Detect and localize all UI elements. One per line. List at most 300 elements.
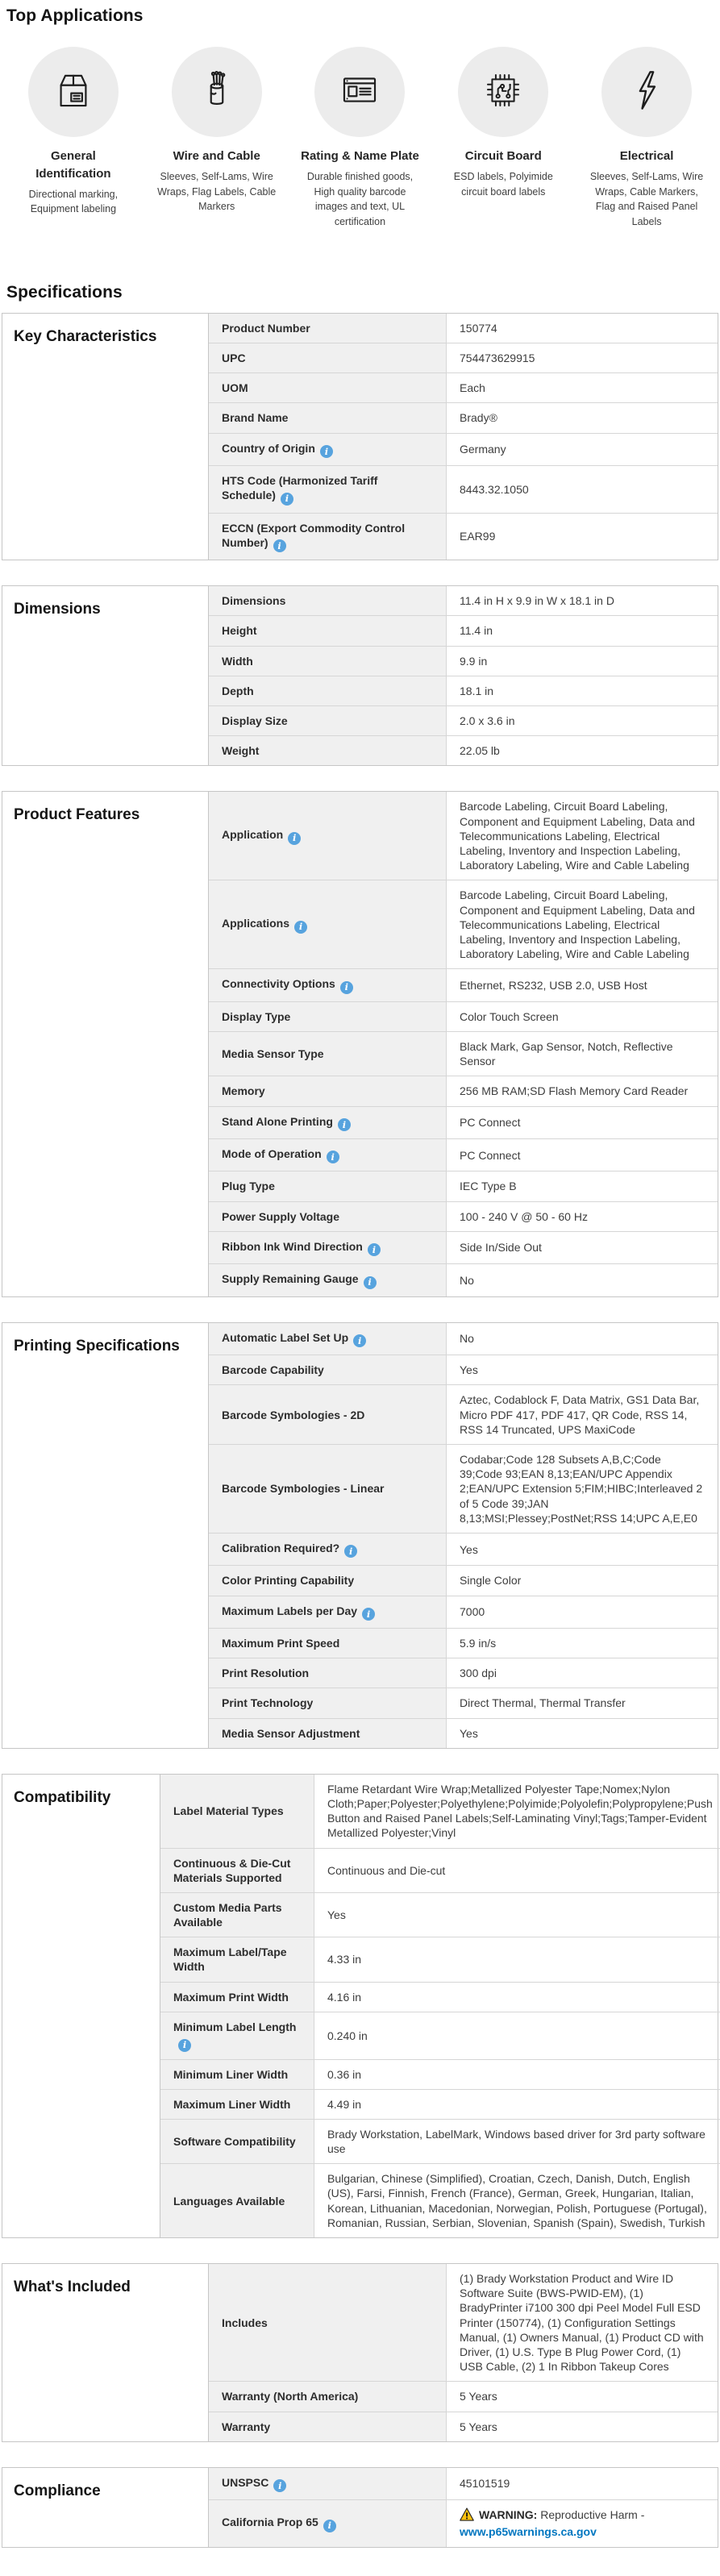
spec-label: Weight	[222, 744, 260, 758]
spec-value-cell	[314, 1983, 720, 2012]
spec-label: Depth	[222, 684, 254, 697]
spec-row	[209, 1232, 718, 1264]
spec-table-section-cell	[2, 792, 209, 1296]
specifications-heading: Specifications	[6, 282, 123, 302]
spec-table-title: Product Features	[14, 806, 140, 824]
spec-label: Dimensions	[222, 594, 286, 608]
spec-label-cell	[209, 1202, 447, 1231]
spec-table-product-features	[2, 791, 718, 1296]
name-plate-icon	[336, 67, 383, 118]
spec-label-cell	[209, 2468, 447, 2499]
spec-value: 11.4 in H x 9.9 in W x 18.1 in D	[460, 594, 614, 608]
spec-label-cell	[209, 969, 447, 1001]
spec-value: 45101519	[460, 2477, 510, 2491]
spec-value: 5.9 in/s	[460, 1637, 497, 1650]
app-icon-circle	[314, 47, 405, 137]
spec-table-section-cell	[2, 586, 209, 765]
spec-label-cell	[209, 1534, 447, 1565]
spec-label: Color Printing Capability	[222, 1574, 355, 1588]
spec-value-cell	[447, 1658, 718, 1688]
spec-value-cell	[447, 466, 718, 513]
spec-label-cell	[209, 1171, 447, 1201]
spec-row	[209, 1688, 718, 1718]
spec-label: Plug Type	[222, 1180, 275, 1193]
spec-value: Barcode Labeling, Circuit Board Labeling, Component and Equipment Labeling, Data and Telecommunications Labeling, Electrical Labeling, Inventory and Inspection Labeling, Laboratory Labeling, Wire and Cable Labeling	[460, 800, 695, 872]
spec-value-cell	[447, 1032, 718, 1076]
spec-value: 0.36 in	[327, 2067, 362, 2081]
spec-row	[209, 1566, 718, 1596]
spec-value: 2.0 x 3.6 in	[460, 714, 515, 728]
spec-label: Label Material Types	[173, 1804, 284, 1818]
spec-row	[209, 434, 718, 466]
spec-label-cell	[209, 2264, 447, 2381]
spec-value-cell	[447, 1629, 718, 1658]
spec-label-cell	[209, 514, 447, 560]
spec-value: Yes	[460, 1363, 478, 1377]
spec-label-cell	[160, 1775, 314, 1848]
circuit-chip-icon	[480, 67, 526, 118]
spec-value-cell	[314, 2012, 720, 2059]
spec-tables	[2, 313, 718, 2548]
info-icon[interactable]: i	[344, 1545, 357, 1558]
spec-label: Height	[222, 624, 257, 638]
spec-table-title: Compliance	[14, 2482, 101, 2499]
spec-label: Ribbon Ink Wind Direction	[222, 1239, 363, 1253]
spec-label-cell	[209, 1076, 447, 1105]
spec-value-cell	[447, 1534, 718, 1565]
app-icon-circle	[28, 47, 119, 137]
spec-value: 8443.32.1050	[460, 482, 529, 496]
spec-value: Yes	[460, 1726, 478, 1740]
spec-label: Custom Media Parts Available	[173, 1900, 282, 1929]
spec-row	[209, 1002, 718, 1032]
spec-value: Barcode Labeling, Circuit Board Labeling, Component and Equipment Labeling, Data and Telecommunications Labeling, Electrical Labeling, Inventory and Inspection Labeling, Laboratory Labeling, Wire and Cable Labeling	[460, 888, 695, 961]
spec-label: Connectivity Options	[222, 977, 335, 991]
spec-value-cell	[447, 880, 718, 968]
spec-label: UPC	[222, 351, 246, 364]
spec-label: Languages Available	[173, 2194, 285, 2208]
spec-value-cell	[447, 1202, 718, 1231]
spec-value-cell	[314, 2164, 720, 2237]
spec-value: 4.16 in	[327, 1990, 362, 2004]
spec-label-cell	[209, 1596, 447, 1628]
info-icon[interactable]: i	[327, 1151, 339, 1163]
spec-value	[460, 2507, 705, 2539]
spec-label: Application	[222, 828, 284, 842]
spec-label-cell	[209, 1107, 447, 1138]
spec-table-section-cell	[2, 314, 209, 560]
spec-value: 150774	[460, 321, 497, 335]
spec-label: Memory	[222, 1084, 265, 1098]
spec-label: Maximum Liner Width	[173, 2097, 291, 2111]
warning-prefix: WARNING:	[479, 2508, 538, 2522]
spec-label: Continuous & Die-Cut Materials Supported	[173, 1856, 291, 1884]
spec-value: 754473629915	[460, 351, 535, 364]
spec-label: Applications	[222, 917, 290, 930]
spec-value: Brady®	[460, 411, 497, 425]
spec-row	[209, 1719, 718, 1748]
spec-value-cell	[447, 647, 718, 676]
spec-row	[209, 1264, 718, 1296]
spec-value: Brady Workstation, LabelMark, Windows based driver for 3rd party software use	[327, 2127, 705, 2156]
spec-value: IEC Type B	[460, 1180, 517, 1193]
app-card-description: Sleeves, Self-Lams, Wire Wraps, Cable Markers, Flag and Raised Panel Labels	[589, 170, 704, 227]
app-card-description: Directional marking, Equipment labeling	[28, 188, 119, 215]
spec-label: Brand Name	[222, 411, 289, 425]
spec-label: Minimum Liner Width	[173, 2067, 289, 2081]
spec-label: Media Sensor Type	[222, 1047, 324, 1061]
spec-label: Media Sensor Adjustment	[222, 1726, 360, 1740]
spec-label: HTS Code (Harmonized Tariff Schedule)	[222, 473, 378, 502]
spec-label-cell	[209, 2412, 447, 2441]
info-icon[interactable]: i	[362, 1608, 375, 1621]
spec-label: Width	[222, 654, 253, 668]
spec-value: Yes	[460, 1542, 478, 1556]
spec-table-rows	[209, 2264, 718, 2441]
spec-label-cell	[209, 1445, 447, 1533]
spec-label-cell	[209, 616, 447, 645]
spec-label-cell	[209, 1323, 447, 1355]
spec-table-dimensions	[2, 585, 718, 766]
spec-table-title: Key Characteristics	[14, 327, 157, 345]
spec-label-cell	[209, 736, 447, 765]
info-icon[interactable]: i	[368, 1243, 381, 1256]
spec-row	[209, 1355, 718, 1385]
spec-value-cell	[447, 1232, 718, 1263]
spec-value: PC Connect	[460, 1116, 521, 1130]
spec-row	[209, 373, 718, 403]
spec-label: Power Supply Voltage	[222, 1209, 339, 1223]
spec-table-section-cell	[2, 1323, 209, 1748]
spec-table-rows	[209, 792, 718, 1296]
spec-row	[209, 1445, 718, 1534]
p65-warnings-link[interactable]: www.p65warnings.ca.gov	[460, 2525, 597, 2539]
spec-label: Barcode Symbologies - Linear	[222, 1482, 385, 1496]
spec-value-cell	[447, 736, 718, 765]
spec-label-cell	[209, 373, 447, 402]
spec-value-cell	[447, 1264, 718, 1296]
spec-value-cell	[447, 1566, 718, 1595]
spec-value-cell	[314, 2090, 720, 2119]
spec-table-rows	[160, 1775, 720, 2237]
spec-row	[209, 1076, 718, 1106]
spec-label-cell	[209, 2500, 447, 2546]
spec-value: Flame Retardant Wire Wrap;Metallized Polyester Tape;Nomex;Nylon Cloth;Paper;Polyester;Polyethylene;Polyimide;Polyolefin;Polypropylene;Push Button and Raised Panel Labels;Self-Laminating Vinyl;Tags;Tamper-Evident Metallized Polyester;Vinyl	[327, 1782, 713, 1840]
spec-row	[209, 314, 718, 343]
spec-value: 11.4 in	[460, 624, 493, 638]
info-icon[interactable]: i	[281, 493, 293, 506]
spec-label-cell	[209, 792, 447, 880]
spec-label: Software Compatibility	[173, 2134, 296, 2148]
spec-label-cell	[209, 2382, 447, 2411]
spec-label-cell	[209, 1002, 447, 1031]
spec-value-cell	[314, 1775, 720, 1848]
spec-value-cell	[447, 1355, 718, 1384]
spec-label: Stand Alone Printing	[222, 1114, 333, 1128]
app-card-title: Wire and Cable	[173, 149, 260, 163]
spec-value-cell	[447, 514, 718, 560]
spec-row	[209, 2500, 718, 2546]
spec-row	[160, 2060, 720, 2090]
spec-row	[209, 466, 718, 514]
app-card-circuit-board	[431, 47, 575, 230]
spec-value-cell	[447, 343, 718, 372]
spec-table-compliance	[2, 2467, 718, 2548]
wire-cable-icon	[194, 67, 240, 118]
spec-label-cell	[209, 343, 447, 372]
spec-row	[160, 2164, 720, 2237]
spec-value: 5 Years	[460, 2420, 497, 2433]
spec-row	[209, 2382, 718, 2412]
spec-value: Ethernet, RS232, USB 2.0, USB Host	[460, 978, 647, 992]
info-icon[interactable]: i	[288, 832, 301, 845]
spec-value-cell	[447, 2468, 718, 2499]
app-card-wire-and-cable	[145, 47, 289, 230]
spec-table-section-cell	[2, 2468, 209, 2547]
spec-label-cell	[160, 2012, 314, 2059]
spec-table-rows	[209, 1323, 718, 1748]
spec-value-cell	[447, 1323, 718, 1355]
app-card-title: Electrical	[619, 149, 674, 163]
spec-value: 7000	[460, 1605, 485, 1619]
spec-value: 9.9 in	[460, 654, 488, 668]
spec-label: Country of Origin	[222, 441, 315, 455]
spec-row	[209, 2468, 718, 2500]
app-card-electrical	[575, 47, 718, 230]
spec-table-section-cell	[2, 2264, 209, 2441]
info-icon[interactable]: i	[294, 921, 307, 934]
info-icon[interactable]: i	[320, 445, 333, 458]
spec-row	[209, 1629, 718, 1658]
spec-row	[160, 1937, 720, 1982]
spec-value: (1) Brady Workstation Product and Wire ID Software Suite (BWS-PWID-EM), (1) BradyPrinter i7100 300 dpi Peel Model Full ESD Printer (150774), (1) Configuration Settings Manual, (1) Owners Manual, (1) Product CD with Driver, (1) U.S. Type B Plug Power Cord, (1) USB Cable, (2) 1 In Ribbon Takeup Cores	[460, 2272, 704, 2374]
spec-table-printing-specifications	[2, 1322, 718, 1749]
spec-value-cell	[447, 792, 718, 880]
info-icon[interactable]: i	[340, 981, 353, 994]
spec-row	[209, 2264, 718, 2382]
spec-label-cell	[160, 1983, 314, 2012]
spec-value-cell	[447, 1076, 718, 1105]
spec-value: 256 MB RAM;SD Flash Memory Card Reader	[460, 1084, 689, 1098]
spec-value-cell	[447, 1719, 718, 1748]
spec-value-cell	[447, 1596, 718, 1628]
app-card-title: General Identification	[35, 149, 111, 181]
app-icon-circle	[458, 47, 548, 137]
spec-label: Print Resolution	[222, 1667, 310, 1680]
info-icon[interactable]: i	[353, 1334, 366, 1347]
spec-label: Barcode Capability	[222, 1363, 324, 1377]
spec-value: 100 - 240 V @ 50 - 60 Hz	[460, 1209, 588, 1223]
spec-label-cell	[209, 1629, 447, 1658]
spec-row	[160, 1983, 720, 2012]
spec-value-cell	[447, 403, 718, 432]
spec-row	[209, 880, 718, 969]
spec-label: UNSPSC	[222, 2475, 269, 2489]
app-card-title: Rating & Name Plate	[301, 149, 419, 163]
spec-label: Display Size	[222, 714, 288, 728]
spec-value: Germany	[460, 443, 506, 456]
spec-value-cell	[447, 1445, 718, 1533]
spec-row	[209, 1323, 718, 1355]
spec-value-cell	[314, 1849, 720, 1892]
box-label-icon	[50, 67, 97, 118]
spec-label: Maximum Labels per Day	[222, 1604, 358, 1617]
warning-text: Reproductive Harm -	[540, 2508, 645, 2522]
spec-value: Codabar;Code 128 Subsets A,B,C;Code 39;Code 93;EAN 8,13;EAN/UPC Appendix 2;EAN/UPC Extension 5;FIM;HIBC;Interleaved 2 of 5 Code 39;JAN 8,13;MSI;Plessey;PostNet;RSS 14;UPC A,E,E0	[460, 1452, 703, 1525]
spec-row	[209, 616, 718, 646]
spec-value-cell	[447, 969, 718, 1001]
spec-value: Side In/Side Out	[460, 1241, 542, 1255]
spec-value: 4.33 in	[327, 1953, 362, 1966]
spec-table-key-characteristics	[2, 313, 718, 561]
app-card-description: ESD labels, Polyimide circuit board labels	[453, 170, 553, 198]
spec-value: 22.05 lb	[460, 744, 500, 758]
spec-label-cell	[209, 880, 447, 968]
spec-label: ECCN (Export Commodity Control Number)	[222, 521, 406, 549]
info-icon[interactable]: i	[323, 2520, 336, 2532]
spec-row	[209, 1202, 718, 1232]
spec-label-cell	[209, 1566, 447, 1595]
spec-label-cell	[209, 706, 447, 735]
spec-row	[209, 586, 718, 616]
spec-value: PC Connect	[460, 1148, 521, 1162]
spec-label: Barcode Symbologies - 2D	[222, 1408, 365, 1421]
spec-label: Automatic Label Set Up	[222, 1330, 349, 1344]
spec-row	[209, 403, 718, 433]
spec-label-cell	[209, 1719, 447, 1748]
spec-row	[209, 1658, 718, 1688]
spec-value: Continuous and Die-cut	[327, 1863, 446, 1877]
spec-value-cell	[447, 1107, 718, 1138]
spec-row	[209, 514, 718, 560]
warning-triangle-icon	[460, 2507, 474, 2524]
spec-value-cell	[314, 2120, 720, 2163]
top-applications-cards	[2, 47, 718, 230]
spec-label-cell	[209, 466, 447, 513]
spec-value: 18.1 in	[460, 684, 494, 697]
spec-label-cell	[209, 403, 447, 432]
spec-row	[160, 2012, 720, 2060]
info-icon[interactable]: i	[364, 1276, 377, 1289]
spec-value-cell	[447, 676, 718, 705]
spec-row	[160, 1849, 720, 1893]
spec-label-cell	[209, 1385, 447, 1444]
spec-value-cell	[447, 2264, 718, 2381]
spec-row	[160, 2120, 720, 2164]
spec-label-cell	[160, 2164, 314, 2237]
spec-value: Single Color	[460, 1574, 522, 1588]
spec-label: Supply Remaining Gauge	[222, 1272, 359, 1286]
spec-label: Warranty (North America)	[222, 2390, 359, 2403]
spec-row	[209, 2412, 718, 2441]
spec-row	[209, 676, 718, 706]
spec-value: 4.49 in	[327, 2097, 362, 2111]
spec-value: 5 Years	[460, 2390, 497, 2403]
spec-label-cell	[209, 434, 447, 465]
spec-label-cell	[209, 1139, 447, 1171]
spec-row	[209, 1107, 718, 1139]
spec-label: Includes	[222, 2316, 268, 2329]
app-card-description: Durable finished goods, High quality barcode images and text, UL certification	[306, 170, 414, 227]
app-card-general-identification	[2, 47, 145, 230]
spec-value: Yes	[327, 1908, 346, 1921]
spec-label-cell	[209, 1658, 447, 1688]
spec-label: Minimum Label Length	[173, 2020, 297, 2033]
spec-value-cell	[447, 2412, 718, 2441]
spec-label: Maximum Label/Tape Width	[173, 1946, 287, 1974]
spec-label: UOM	[222, 381, 248, 395]
spec-value-cell	[447, 2500, 718, 2546]
info-icon[interactable]: i	[273, 2479, 286, 2492]
spec-table-title: Compatibility	[14, 1788, 111, 1806]
spec-value-cell	[314, 2060, 720, 2089]
spec-row	[209, 1171, 718, 1201]
spec-label: Print Technology	[222, 1696, 314, 1710]
spec-label-cell	[209, 1355, 447, 1384]
spec-value: Black Mark, Gap Sensor, Notch, Reflective Sensor	[460, 1039, 673, 1068]
spec-label-cell	[209, 1688, 447, 1717]
spec-label-cell	[160, 1937, 314, 1981]
app-icon-circle	[172, 47, 262, 137]
spec-label: Calibration Required?	[222, 1541, 340, 1554]
spec-value: Each	[460, 381, 485, 395]
spec-row	[160, 1893, 720, 1937]
spec-value-cell	[447, 314, 718, 343]
spec-row	[209, 736, 718, 765]
spec-value: Aztec, Codablock F, Data Matrix, GS1 Data Bar, Micro PDF 417, PDF 417, QR Code, RSS 14, RSS 14 Truncated, UPS MaxiCode	[460, 1393, 700, 1436]
lightning-bolt-icon	[623, 67, 670, 118]
info-icon[interactable]: i	[178, 2039, 191, 2052]
app-card-rating-name-plate	[289, 47, 432, 230]
spec-label: Warranty	[222, 2420, 271, 2433]
spec-row	[209, 1385, 718, 1445]
spec-value: Bulgarian, Chinese (Simplified), Croatian, Czech, Danish, Dutch, English (US), Farsi, Finnish, French (France), German, Greek, Hungarian, Italian, Korean, Lithuanian, Macedonian, Norwegian, Polish, Portuguese (Portugal), Romanian, Russian, Serbian, Slovenian, Spanish (Spain), Swedish, Turkish	[327, 2172, 707, 2229]
spec-value-cell	[447, 1385, 718, 1444]
spec-value-cell	[447, 1139, 718, 1171]
spec-value-cell	[447, 434, 718, 465]
app-card-description: Sleeves, Self-Lams, Wire Wraps, Flag Labels, Cable Markers	[157, 170, 277, 213]
app-card-title: Circuit Board	[464, 149, 542, 163]
spec-table-title: Dimensions	[14, 601, 101, 618]
spec-value: Direct Thermal, Thermal Transfer	[460, 1696, 626, 1710]
info-icon[interactable]: i	[273, 539, 286, 552]
spec-value-cell	[314, 1937, 720, 1981]
spec-value: EAR99	[460, 530, 496, 543]
spec-label-cell	[209, 1232, 447, 1263]
spec-row	[209, 1139, 718, 1171]
spec-value: 0.240 in	[327, 2029, 368, 2042]
spec-row	[209, 706, 718, 736]
spec-label: Maximum Print Speed	[222, 1637, 340, 1650]
spec-row	[209, 792, 718, 880]
spec-value-cell	[447, 1002, 718, 1031]
spec-label-cell	[209, 586, 447, 615]
spec-label: Mode of Operation	[222, 1147, 322, 1160]
spec-row	[209, 1032, 718, 1076]
spec-table-whats-included	[2, 2263, 718, 2442]
spec-value-cell	[314, 1893, 720, 1937]
spec-row	[160, 1775, 720, 1849]
spec-row	[209, 647, 718, 676]
spec-table-title: Printing Specifications	[14, 1337, 180, 1355]
spec-label-cell	[209, 647, 447, 676]
spec-row	[209, 343, 718, 373]
spec-label-cell	[160, 2090, 314, 2119]
spec-label: Maximum Print Width	[173, 1990, 289, 2004]
spec-row	[209, 1596, 718, 1629]
spec-label-cell	[209, 676, 447, 705]
info-icon[interactable]: i	[338, 1118, 351, 1131]
